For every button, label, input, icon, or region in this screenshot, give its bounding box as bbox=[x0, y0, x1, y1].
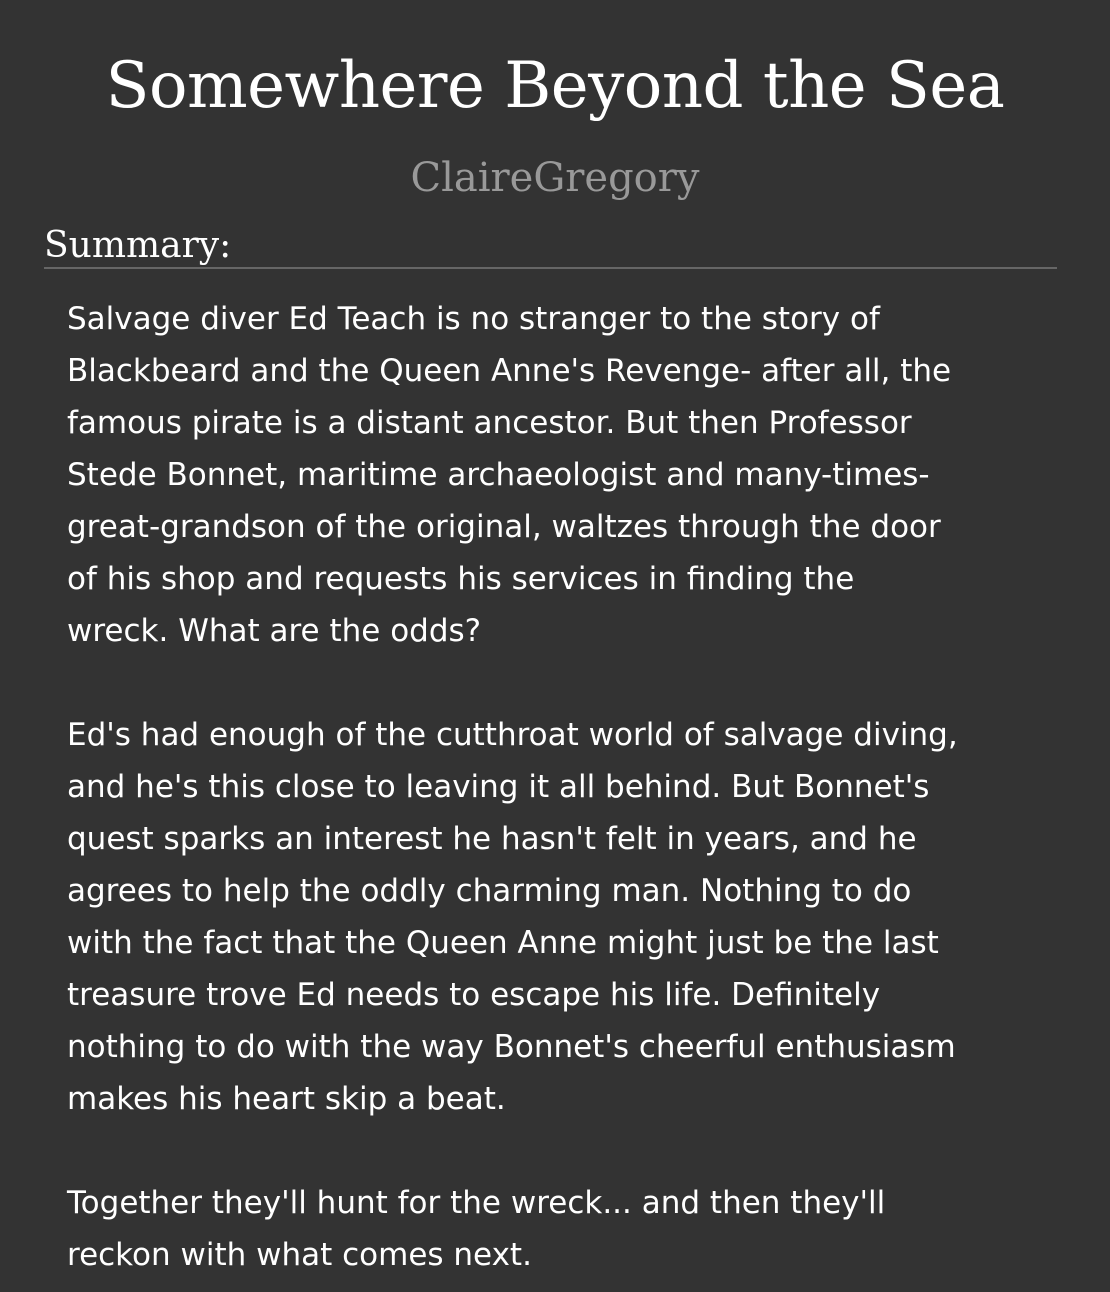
summary-line: nothing to do with the way Bonnet's cheerful enthusiasm bbox=[67, 1029, 956, 1065]
summary-line: Blackbeard and the Queen Anne's Revenge- after all, the bbox=[67, 353, 952, 389]
summary-body bbox=[67, 293, 1057, 1281]
summary-line: and he's this close to leaving it all behind. But Bonnet's bbox=[67, 769, 930, 805]
summary-line: agrees to help the oddly charming man. Nothing to do bbox=[67, 873, 912, 909]
summary-paragraph bbox=[67, 709, 1057, 1125]
summary-heading: Summary: bbox=[44, 220, 1057, 269]
summary-line: Stede Bonnet, maritime archaeologist and many-times- bbox=[67, 457, 930, 493]
summary-line: makes his heart skip a beat. bbox=[67, 1081, 506, 1117]
summary-line: Together they'll hunt for the wreck... and then they'll bbox=[67, 1185, 886, 1221]
summary-paragraph bbox=[67, 1177, 1057, 1281]
summary-line: of his shop and requests his services in finding the bbox=[67, 561, 855, 597]
work-title: Somewhere Beyond the Sea bbox=[105, 49, 1005, 123]
summary-paragraph bbox=[67, 293, 1057, 657]
summary-line: great-grandson of the original, waltzes through the door bbox=[67, 509, 941, 545]
summary-line: famous pirate is a distant ancestor. But then Professor bbox=[67, 405, 912, 441]
summary-line: Salvage diver Ed Teach is no stranger to the story of bbox=[67, 301, 880, 337]
summary-line: wreck. What are the odds? bbox=[67, 613, 482, 649]
summary-line: quest sparks an interest he hasn't felt in years, and he bbox=[67, 821, 917, 857]
summary-line: reckon with what comes next. bbox=[67, 1237, 532, 1273]
summary-line: Ed's had enough of the cutthroat world of salvage diving, bbox=[67, 717, 958, 753]
summary-line: with the fact that the Queen Anne might just be the last bbox=[67, 925, 939, 961]
work-author[interactable]: ClaireGregory bbox=[410, 155, 700, 201]
summary-line: treasure trove Ed needs to escape his life. Definitely bbox=[67, 977, 881, 1013]
